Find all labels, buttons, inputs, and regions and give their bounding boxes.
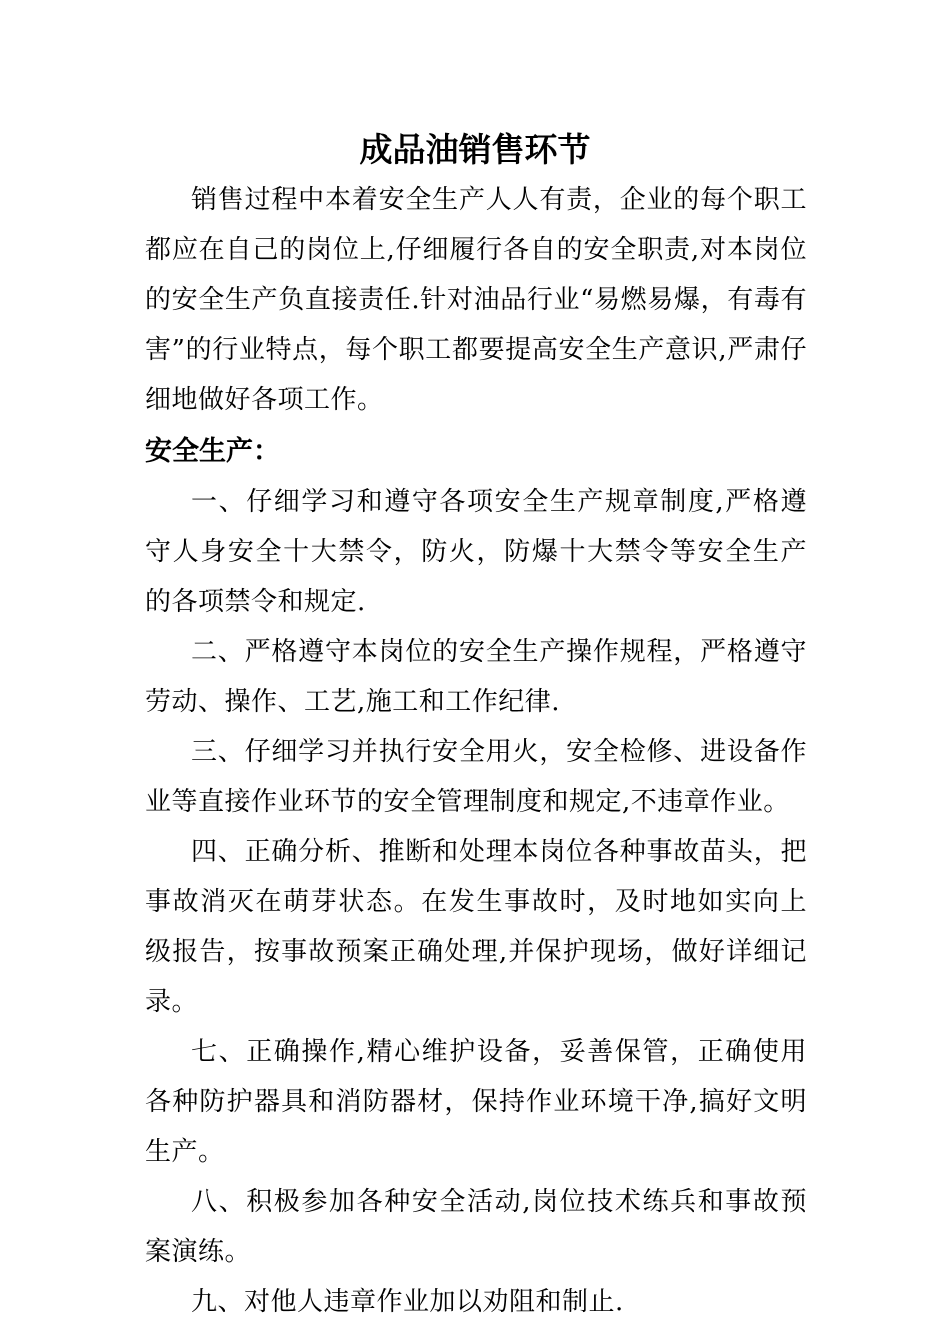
section-heading: 安全生产： [145, 436, 280, 467]
list-item: 一、仔细学习和遵守各项安全生产规章制度,严格遵守人身安全十大禁令，防火，防爆十大禁令等安全生产的各项禁令和规定. [145, 487, 807, 617]
list-item: 八、积极参加各种安全活动,岗位技术练兵和事故预案演练。 [145, 1187, 807, 1267]
list-item: 四、正确分析、推断和处理本岗位各种事故苗头，把事故消灭在萌芽状态。在发生事故时，及时地如实向上级报告，按事故预案正确处理,并保护现场，做好详细记录。 [145, 837, 807, 1017]
list-item: 二、严格遵守本岗位的安全生产操作规程，严格遵守劳动、操作、工艺,施工和工作纪律. [145, 637, 807, 717]
intro-paragraph: 销售过程中本着安全生产人人有责，企业的每个职工都应在自己的岗位上,仔细履行各自的安全职责,对本岗位的安全生产负直接责任.针对油品行业“易燃易爆，有毒有害”的行业特点，每个职工都要提高安全生产意识,严肃仔细地做好各项工作。 [145, 185, 807, 415]
list-item: 七、正确操作,精心维护设备，妥善保管，正确使用各种防护器具和消防器材，保持作业环境干净,搞好文明生产。 [145, 1037, 807, 1167]
document-title: 成品油销售环节 [359, 130, 591, 169]
list-item: 三、仔细学习并执行安全用火，安全检修、进设备作业等直接作业环节的安全管理制度和规定,不违章作业。 [145, 737, 807, 817]
list-item: 九、对他人违章作业加以劝阻和制止. [191, 1287, 624, 1317]
document-body [145, 175, 807, 1327]
